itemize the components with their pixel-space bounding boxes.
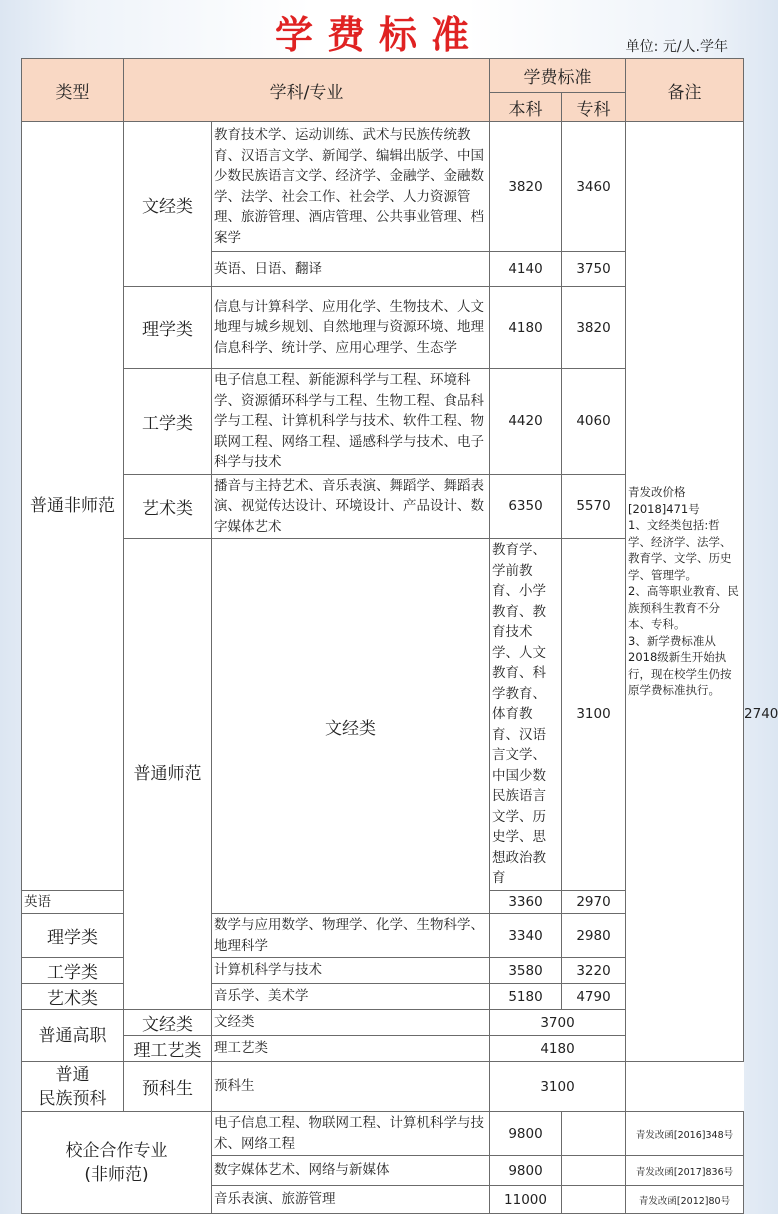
- fee-bachelor: 4420: [490, 369, 562, 475]
- subject-cell: 英语: [22, 890, 124, 914]
- fee-bachelor: 6350: [490, 474, 562, 539]
- subject-cell: 教育技术学、运动训练、武术与民族传统教育、汉语言文学、新闻学、编辑出版学、中国少数民族语言文学、经济学、金融学、金融数学、法学、社会工作、社会学、人力资源管理、旅游管理、酒店管理、公共事业管理、档案学: [212, 122, 490, 252]
- header-subject: 学科/专业: [124, 59, 490, 122]
- type-gaozhi: 普通高职: [22, 1010, 124, 1062]
- subject-cell: 数字媒体艺术、网络与新媒体: [212, 1156, 490, 1186]
- fee-associate-empty: [562, 1186, 626, 1214]
- fee-bachelor: 9800: [490, 1156, 562, 1186]
- fee-associate: 2970: [562, 890, 626, 914]
- fee-bachelor: 5180: [490, 984, 562, 1010]
- cat-yukesheng: 预科生: [124, 1062, 212, 1112]
- type-yuke: [22, 1062, 124, 1112]
- cat-yishu: 艺术类: [124, 474, 212, 539]
- header-bachelor: 本科: [490, 93, 562, 122]
- fee-bachelor: 4180: [490, 287, 562, 369]
- subject-cell: 音乐学、美术学: [212, 984, 490, 1010]
- subject-cell: 计算机科学与技术: [212, 958, 490, 984]
- fee-associate-empty: [562, 1112, 626, 1156]
- fee-bachelor: 11000: [490, 1186, 562, 1214]
- fee-associate: 3750: [562, 252, 626, 287]
- header-fee: 学费标准: [490, 59, 626, 93]
- header-type: 类型: [22, 59, 124, 122]
- fee-bachelor: 4140: [490, 252, 562, 287]
- fee-bachelor: 3340: [490, 914, 562, 958]
- type-shifan: 普通师范: [124, 539, 212, 1010]
- note-cell: [626, 122, 744, 1062]
- subject-cell: 教育学、学前教育、小学教育、教育技术学、人文教育、科学教育、体育教育、汉语言文学、中国少数民族语言文学、历史学、思想政治教育: [490, 539, 562, 891]
- subject-cell: 文经类: [212, 1010, 490, 1036]
- subject-cell: 预科生: [212, 1062, 490, 1112]
- type-feishifan: 普通非师范: [22, 122, 124, 891]
- header-note: 备注: [626, 59, 744, 122]
- cat-lixue: 理学类: [22, 914, 124, 958]
- fee-bachelor: 3100: [562, 539, 626, 891]
- type-line: 民族预科: [38, 1088, 107, 1109]
- fee-bachelor: 3820: [490, 122, 562, 252]
- subject-cell: 播音与主持艺术、音乐表演、舞蹈学、舞蹈表演、视觉传达设计、环境设计、产品设计、数字媒体艺术: [212, 474, 490, 539]
- fee-associate: 2980: [562, 914, 626, 958]
- cat-gongxue: 工学类: [124, 369, 212, 475]
- note-text: 青发改价格[2018]471号 1、文经类包括:哲学、经济学、法学、教育学、文学、历史学、管理学。 2、高等职业教育、民族预科生教育不分本、专科。 3、新学费标准从2018级新生开始执行，现在校学生仍按原学费标准执行。: [628, 485, 739, 698]
- subject-cell: 英语、日语、翻译: [212, 252, 490, 287]
- cat-ligongyi: 理工艺类: [124, 1036, 212, 1062]
- type-line: 普通: [55, 1064, 90, 1085]
- tuition-table: 类型 学科/专业 学费标准 备注 本科 专科 普通非师范 文经类 教育技术学、运动训练、武术与民族传统教育、汉语言文学、新闻学、编辑出版学、中国少数民族语言文学、经济学、金融学、金融数学、法学、社会工作、社会学、人力资源管理、旅游管理、酒店管理、公共事业管理、档案学 3820 3460 青发改价格[2018]471号 1、文经类包括:哲学、经济学、法学、教育学、文学、历史学、管理学。 2、高等职业教育、民族预科生教育不分本、专科。 3、新学费标准从2018级新生开始执行，现在校学生仍按原学费标准执行。 英语、日语、翻译 4140 3750 理学类 信息与计算科学、应用化学、生物技术、人文地理与城乡规划、自然地理与资源环境、地理信息科学、统计学、应用心理学、生态学 4180 3820 工学类 电子信息工程、新能源科学与工程、环境科学、资源循环科学与工程、生物工程、食品科学与工程、计算机科学与技术、软件工程、物联网工程、网络工程、遥感科学与技术、电子科学与技术 4420 4060 艺术类 播音与主持艺术、音乐表演、舞蹈学、舞蹈表演、视觉传达设计、环境设计、产品设计、数字媒体艺术 6350 5570 普通师范 文经类 教育学、学前教育、小学教育、教育技术学、人文教育、科学教育、体育教育、汉语言文学、中国少数民族语言文学、历史学、思想政治教育 3100 2740 英语 3360 2970 理学类 数学与应用数学、物理学、化学、生物科学、地理科学 3340 2980 工学类 计算机科学与技术 3580 3220 艺术类 音乐学、美术学 5180 4790 普通高职 文经类 文经类 3700 理工艺类 理工艺类 4180 普通 民族预科 预科生 预科生 3100 校企合作专业 (非师范) 电子信息工程、物联网工程、计算机科学与技术、网络工程 9800 青发改函[2016]348号 数字媒体艺术、网络与新媒体 9800 青发改函[2017]836号 音乐表演、旅游管理 11000 青发改函[2012]80号: [21, 58, 744, 1214]
- cat-yishu: 艺术类: [22, 984, 124, 1010]
- note-cell: 青发改函[2016]348号: [626, 1112, 744, 1156]
- cat-lixue: 理学类: [124, 287, 212, 369]
- fee-associate-empty: [562, 1156, 626, 1186]
- note-cell: 青发改函[2017]836号: [626, 1156, 744, 1186]
- cat-wenjing: 文经类: [124, 1010, 212, 1036]
- fee-unified: 3700: [490, 1010, 626, 1036]
- fee-associate: 3460: [562, 122, 626, 252]
- type-line: (非师范): [84, 1164, 149, 1185]
- subject-cell: 电子信息工程、物联网工程、计算机科学与技术、网络工程: [212, 1112, 490, 1156]
- fee-bachelor: 3580: [490, 958, 562, 984]
- fee-associate: 4790: [562, 984, 626, 1010]
- fee-associate: 3220: [562, 958, 626, 984]
- unit-label: 单位: 元/人.学年: [625, 39, 728, 55]
- page-title: 学费标准: [274, 13, 483, 57]
- type-line: 校企合作专业: [65, 1140, 168, 1161]
- subject-cell: 电子信息工程、新能源科学与工程、环境科学、资源循环科学与工程、生物工程、食品科学与工程、计算机科学与技术、软件工程、物联网工程、网络工程、遥感科学与技术、电子科学与技术: [212, 369, 490, 475]
- cat-wenjing: 文经类: [124, 122, 212, 287]
- fee-bachelor: 3360: [490, 890, 562, 914]
- cat-wenjing: 文经类: [212, 539, 490, 914]
- fee-bachelor: 9800: [490, 1112, 562, 1156]
- subject-cell: 数学与应用数学、物理学、化学、生物科学、地理科学: [212, 914, 490, 958]
- type-xiaoqi: [22, 1112, 212, 1214]
- subject-cell: 理工艺类: [212, 1036, 490, 1062]
- fee-associate: 5570: [562, 474, 626, 539]
- fee-unified: 4180: [490, 1036, 626, 1062]
- subject-cell: 信息与计算科学、应用化学、生物技术、人文地理与城乡规划、自然地理与资源环境、地理信息科学、统计学、应用心理学、生态学: [212, 287, 490, 369]
- fee-associate: 3820: [562, 287, 626, 369]
- note-cell: 青发改函[2012]80号: [626, 1186, 744, 1214]
- header-associate: 专科: [562, 93, 626, 122]
- fee-associate: 4060: [562, 369, 626, 475]
- cat-gongxue: 工学类: [22, 958, 124, 984]
- subject-cell: 音乐表演、旅游管理: [212, 1186, 490, 1214]
- fee-unified: 3100: [490, 1062, 626, 1112]
